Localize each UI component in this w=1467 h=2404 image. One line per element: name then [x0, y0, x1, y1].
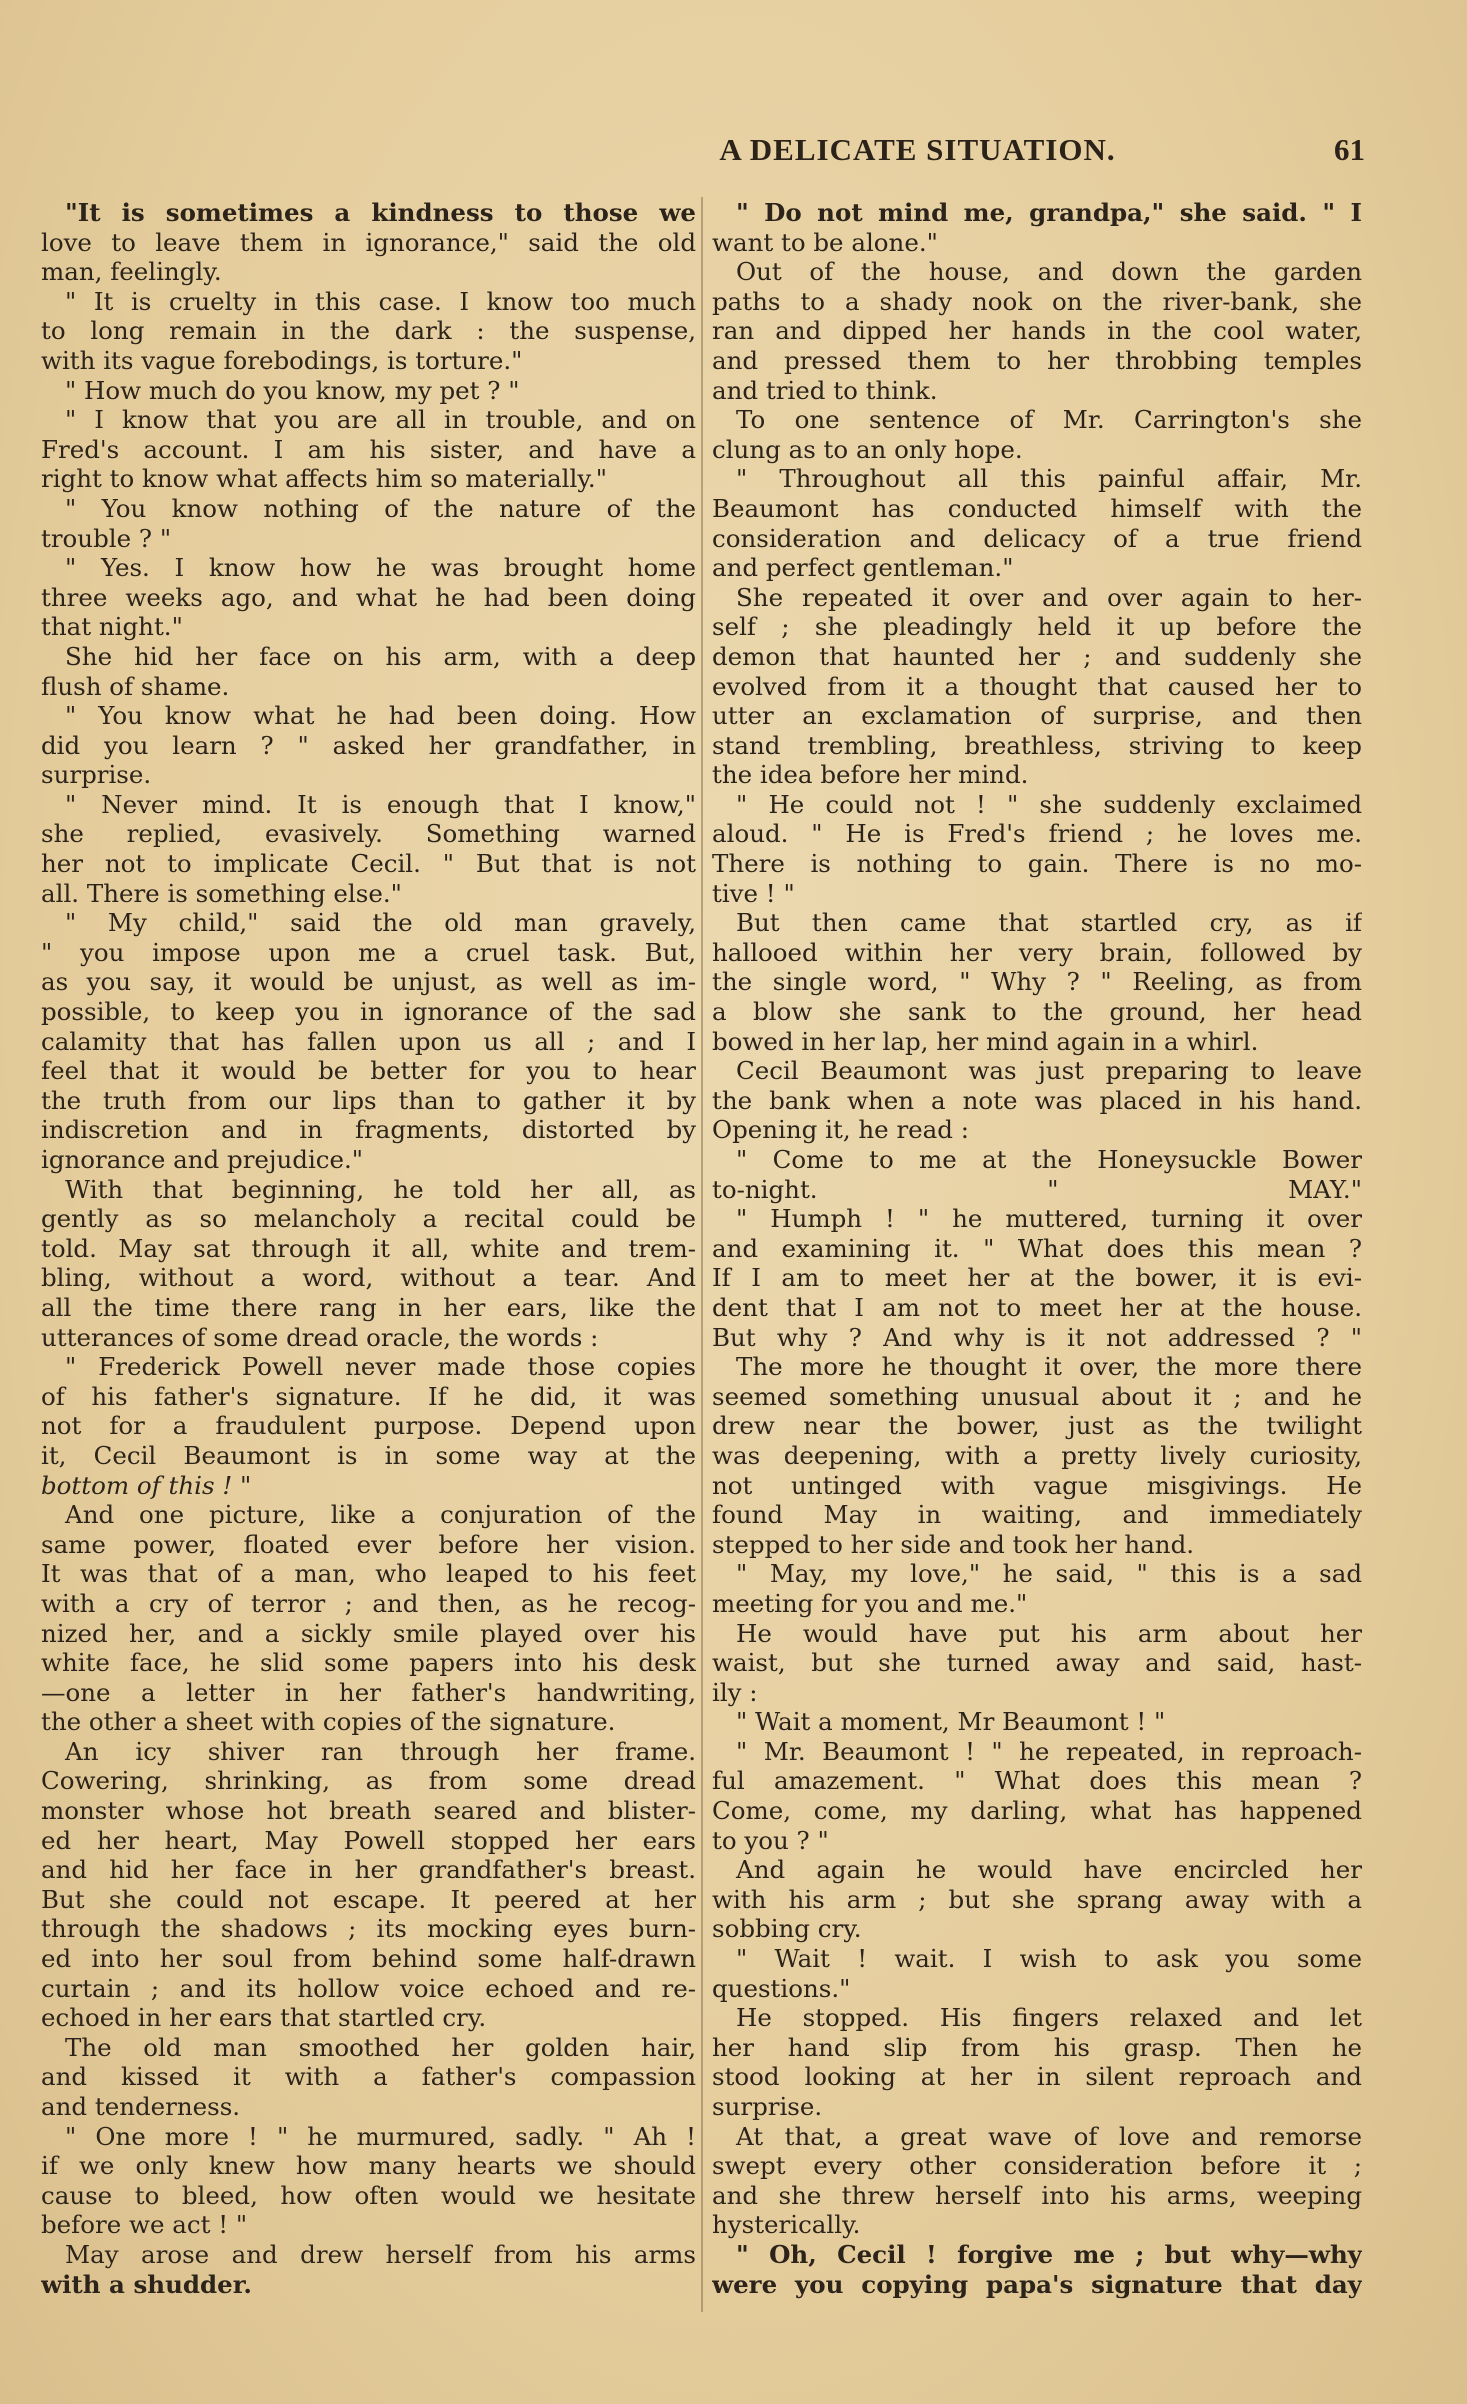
- text-line: Fred's account. I am his sister, and have a: [41, 434, 696, 464]
- text-line: But she could not escape. It peered at her: [41, 1884, 696, 1914]
- text-line: were you copying papa's signature that day: [712, 2269, 1362, 2299]
- text-line: clung as to an only hope.: [712, 434, 1023, 464]
- text-line: and pressed them to her throbbing temples: [712, 345, 1362, 375]
- text-line: evolved from it a thought that caused her to: [712, 671, 1362, 701]
- text-line: with a shudder.: [41, 2269, 252, 2299]
- text-line: ed her heart, May Powell stopped her ears: [41, 1825, 696, 1855]
- text-line: monster whose hot breath seared and blister-: [41, 1796, 696, 1826]
- text-line: aloud. " He is Fred's friend ; he loves me.: [712, 819, 1362, 849]
- text-line: —one a letter in her father's handwriting,: [41, 1677, 696, 1707]
- text-line: If I am to meet her at the bower, it is evi-: [712, 1263, 1362, 1293]
- text-line: But then came that startled cry, as if: [736, 908, 1362, 938]
- text-line: To one sentence of Mr. Carrington's she: [736, 405, 1362, 435]
- text-line: ful amazement. " What does this mean ?: [712, 1766, 1362, 1796]
- text-line: through the shadows ; its mocking eyes burn-: [41, 1914, 696, 1944]
- text-line: ed into her soul from behind some half-drawn: [41, 1944, 696, 1974]
- text-line: and tenderness.: [41, 2092, 241, 2121]
- text-line: surprise.: [712, 2092, 823, 2121]
- text-line: " I know that you are all in trouble, and on: [65, 405, 696, 435]
- text-line: And one picture, like a conjuration of the: [65, 1500, 696, 1530]
- text-line: There is nothing to gain. There is no mo-: [712, 849, 1362, 879]
- text-line: seemed something unusual about it ; and he: [712, 1381, 1362, 1411]
- text-line: " May, my love," he said, " this is a sad: [736, 1559, 1362, 1589]
- text-line: possible, to keep you in ignorance of the sad: [41, 997, 696, 1027]
- text-line: and kissed it with a father's compassion: [41, 2062, 696, 2092]
- text-line: And again he would have encircled her: [736, 1855, 1362, 1885]
- text-line: questions.": [712, 1973, 851, 2003]
- text-line: The more he thought it over, the more there: [736, 1352, 1362, 1382]
- text-line: curtain ; and its hollow voice echoed and re-: [41, 1973, 696, 2003]
- text-line: " He could not ! " she suddenly exclaimed: [736, 789, 1362, 819]
- text-line: to long remain in the dark : the suspense,: [41, 316, 696, 346]
- text-line: " Wait ! wait. I wish to ask you some: [736, 1944, 1362, 1974]
- text-line: " Oh, Cecil ! forgive me ; but why—why: [736, 2239, 1362, 2269]
- page-title: A DELICATE SITUATION.: [719, 132, 1116, 167]
- text-line: flush of shame.: [41, 671, 230, 701]
- text-line: hallooed within her very brain, followed by: [712, 937, 1362, 967]
- text-line: with a cry of terror ; and then, as he recog-: [41, 1588, 696, 1618]
- text-line: " you impose upon me a cruel task. But,: [41, 937, 696, 967]
- text-line: bling, without a word, without a tear. And: [41, 1263, 696, 1293]
- text-line: surprise.: [41, 760, 152, 790]
- text-line: She hid her face on his arm, with a deep: [65, 641, 696, 671]
- text-line: a blow she sank to the ground, her head: [712, 997, 1362, 1027]
- text-line: " It is cruelty in this case. I know too much: [65, 286, 696, 316]
- text-line: found May in waiting, and immediately: [712, 1500, 1362, 1530]
- text-line: " Throughout all this painful affair, Mr.: [736, 464, 1362, 494]
- text-line: " Frederick Powell never made those copies: [65, 1352, 696, 1382]
- text-line: Cecil Beaumont was just preparing to leave: [736, 1056, 1362, 1086]
- text-line: and examining it. " What does this mean ?: [712, 1233, 1362, 1263]
- text-line: paths to a shady nook on the river-bank, she: [712, 286, 1362, 316]
- text-line: " Mr. Beaumont ! " he repeated, in reproach-: [736, 1736, 1362, 1766]
- text-line: " How much do you know, my pet ? ": [65, 375, 520, 405]
- page-number: 61: [1334, 132, 1365, 167]
- text-line: the idea before her mind.: [712, 760, 1029, 790]
- text-line: feel that it would be better for you to hear: [41, 1056, 696, 1086]
- text-line: utterances of some dread oracle, the words :: [41, 1322, 599, 1352]
- text-line: stepped to her side and took her hand.: [712, 1529, 1195, 1559]
- text-line: "It is sometimes a kindness to those we: [65, 198, 696, 227]
- text-line: three weeks ago, and what he had been doing: [41, 582, 696, 612]
- text-line: ran and dipped her hands in the cool water,: [712, 316, 1362, 346]
- text-line: tive ! ": [712, 878, 795, 908]
- text-line: The old man smoothed her golden hair,: [65, 2032, 696, 2062]
- text-line: she replied, evasively. Something warned: [41, 819, 696, 849]
- text-line: did you learn ? " asked her grandfather, in: [41, 730, 696, 760]
- text-line: It was that of a man, who leaped to his feet: [41, 1559, 696, 1589]
- text-line: the bank when a note was placed in his hand.: [712, 1085, 1362, 1115]
- text-line: bowed in her lap, her mind again in a whirl.: [712, 1026, 1259, 1056]
- text-line: " My child," said the old man gravely,: [65, 908, 696, 938]
- text-line: the other a sheet with copies of the signature.: [41, 1707, 616, 1737]
- text-line: Out of the house, and down the garden: [736, 257, 1362, 287]
- text-line: But why ? And why is it not addressed ? ": [712, 1322, 1362, 1352]
- text-line: " Never mind. It is enough that I know,": [65, 789, 696, 819]
- text-line: it, Cecil Beaumont is in some way at the: [41, 1440, 696, 1470]
- text-line: swept every other consideration before it ;: [712, 2151, 1362, 2181]
- text-line: He would have put his arm about her: [736, 1618, 1362, 1648]
- text-line: want to be alone.": [712, 227, 938, 257]
- text-line: He stopped. His fingers relaxed and let: [736, 2003, 1362, 2033]
- text-line: She repeated it over and over again to her-: [736, 582, 1362, 612]
- text-line: An icy shiver ran through her frame.: [65, 1736, 696, 1766]
- text-line: bottom of this ! ": [41, 1470, 252, 1500]
- text-line: same power, floated ever before her vision.: [41, 1529, 696, 1559]
- text-line: the truth from our lips than to gather it by: [41, 1085, 696, 1115]
- text-line: gently as so melancholy a recital could be: [41, 1204, 696, 1234]
- text-line: if we only knew how many hearts we should: [41, 2151, 696, 2181]
- text-line: May arose and drew herself from his arms: [65, 2239, 696, 2269]
- text-line: right to know what affects him so materially.": [41, 464, 607, 494]
- text-line: " You know what he had been doing. How: [65, 701, 696, 731]
- text-line: man, feelingly.: [41, 257, 222, 287]
- text-line: love to leave them in ignorance," said the old: [41, 227, 696, 257]
- text-line: echoed in her ears that startled cry.: [41, 2003, 487, 2033]
- text-line: not for a fraudulent purpose. Depend upon: [41, 1411, 696, 1441]
- text-line: her hand slip from his grasp. Then he: [712, 2032, 1362, 2062]
- text-line: hysterically.: [712, 2210, 861, 2240]
- text-line: to-night. " MAY.": [712, 1174, 1362, 1204]
- text-line: " One more ! " he murmured, sadly. " Ah !: [65, 2121, 696, 2151]
- text-line: dent that I am not to meet her at the house.: [712, 1292, 1362, 1322]
- text-line: and she threw herself into his arms, weeping: [712, 2180, 1362, 2210]
- text-line: before we act ! ": [41, 2210, 248, 2240]
- text-line: utter an exclamation of surprise, and then: [712, 701, 1362, 731]
- text-line: Come, come, my darling, what has happened: [712, 1796, 1362, 1826]
- text-line: and hid her face in her grandfather's breast.: [41, 1855, 696, 1885]
- text-line: with his arm ; but she sprang away with a: [712, 1884, 1362, 1914]
- text-line: consideration and delicacy of a true friend: [712, 523, 1362, 553]
- text-line: " Do not mind me, grandpa," she said. " I: [736, 198, 1362, 227]
- text-line: waist, but she turned away and said, hast-: [712, 1648, 1362, 1678]
- text-line: of his father's signature. If he did, it was: [41, 1381, 696, 1411]
- text-line: the single word, " Why ? " Reeling, as from: [712, 967, 1362, 997]
- text-line: her not to implicate Cecil. " But that is not: [41, 849, 696, 879]
- text-line: cause to bleed, how often would we hesitate: [41, 2180, 696, 2210]
- text-line: calamity that has fallen upon us all ; and I: [41, 1026, 696, 1056]
- text-line: that night.": [41, 612, 183, 642]
- text-line: with its vague forebodings, is torture.": [41, 345, 523, 375]
- text-line: At that, a great wave of love and remorse: [736, 2121, 1362, 2151]
- text-line: not untinged with vague misgivings. He: [712, 1470, 1362, 1500]
- running-header: [470, 132, 1365, 172]
- text-line: white face, he slid some papers into his desk: [41, 1648, 696, 1678]
- right-column: [712, 198, 1362, 2299]
- text-line: drew near the bower, just as the twilight: [712, 1411, 1362, 1441]
- text-line: demon that haunted her ; and suddenly she: [712, 641, 1362, 671]
- text-line: ily :: [712, 1677, 758, 1707]
- text-line: " Come to me at the Honeysuckle Bower: [736, 1145, 1362, 1174]
- text-line: " Wait a moment, Mr Beaumont ! ": [736, 1707, 1166, 1737]
- text-line: and tried to think.: [712, 375, 938, 405]
- text-line: and perfect gentleman.": [712, 553, 1014, 583]
- text-line: stand trembling, breathless, striving to keep: [712, 730, 1362, 760]
- text-line: " Humph ! " he muttered, turning it over: [736, 1204, 1362, 1234]
- text-line: to you ? ": [712, 1825, 829, 1855]
- text-line: Beaumont has conducted himself with the: [712, 493, 1362, 523]
- text-line: " You know nothing of the nature of the: [65, 493, 696, 523]
- text-line: indiscretion and in fragments, distorted by: [41, 1115, 696, 1145]
- text-line: meeting for you and me.": [712, 1588, 1028, 1618]
- text-line: With that beginning, he told her all, as: [65, 1174, 696, 1204]
- text-line: as you say, it would be unjust, as well as im-: [41, 967, 696, 997]
- text-line: sobbing cry.: [712, 1914, 862, 1944]
- text-line: told. May sat through it all, white and trem-: [41, 1233, 696, 1263]
- text-line: " Yes. I know how he was brought home: [65, 553, 696, 583]
- text-line: nized her, and a sickly smile played over his: [41, 1618, 696, 1648]
- text-line: trouble ? ": [41, 523, 172, 553]
- text-line: self ; she pleadingly held it up before the: [712, 612, 1362, 642]
- text-line: stood looking at her in silent reproach and: [712, 2062, 1362, 2092]
- left-column: [41, 198, 696, 2299]
- text-line: ignorance and prejudice.": [41, 1145, 364, 1174]
- text-line: all the time there rang in her ears, like the: [41, 1292, 696, 1322]
- text-line: Opening it, he read :: [712, 1115, 969, 1145]
- text-line: Cowering, shrinking, as from some dread: [41, 1766, 696, 1796]
- column-divider: [701, 197, 703, 2312]
- text-line: was deepening, with a pretty lively curiosity,: [712, 1440, 1362, 1470]
- text-line: all. There is something else.": [41, 878, 402, 908]
